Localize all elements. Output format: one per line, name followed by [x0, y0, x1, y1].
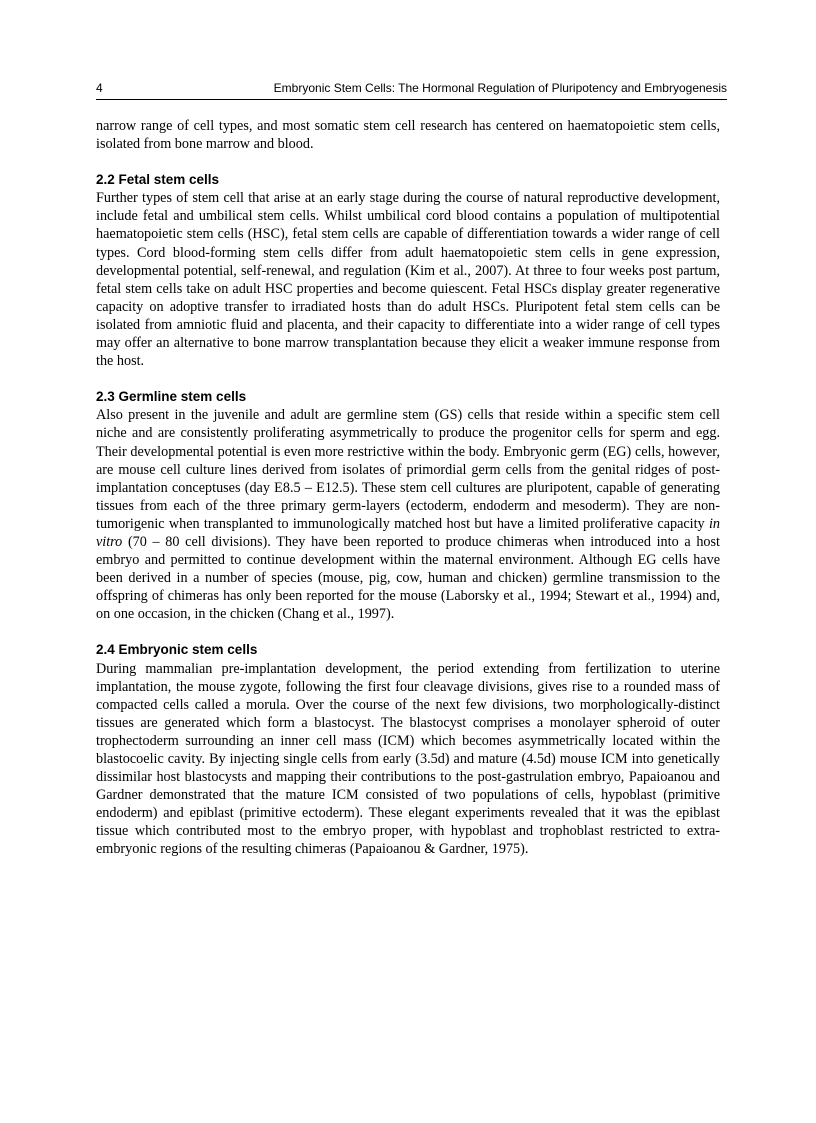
section-heading-embryonic: 2.4 Embryonic stem cells	[96, 642, 258, 658]
germline-text-after: (70 – 80 cell divisions). They have been reported to produce chimeras when introduced into a host embryo and permitted to continue development within the maternal environment. Although EG cells have been derived in a number of species (mouse, pig, cow, human and chicken) germline transmission to the offspring of chimeras has only been reported for the mouse (Laborsky et al., 1994; Stewart et al., 1994) and, on one occasion, in the chicken (Chang et al., 1997).	[96, 533, 720, 623]
section-paragraph-fetal: Further types of stem cell that arise at an early stage during the course of natural reproductive development, include fetal and umbilical stem cells. Whilst umbilical cord blood contains a population of multipotential haematopoietic stem cells (HSC), fetal stem cells are capable of differentiation towards a wider range of cell types. Cord blood-forming stem cells differ from adult haematopoietic stem cells in gene expression, developmental potential, self-renewal, and regulation (Kim et al., 2007). At three to four weeks post partum, fetal stem cells take on adult HSC properties and become quiescent. Fetal HSCs display greater regenerative capacity on adoptive transfer to irradiated hosts than do adult HSCs. Pluripotent fetal stem cells can be isolated from amniotic fluid and placenta, and their capacity to differentiate into a wider range of cell types may offer an alternative to bone marrow transplantation because they elicit a weaker immune response from the host.	[96, 190, 720, 370]
section-germline-stem-cells	[96, 388, 720, 623]
germline-text-before: Also present in the juvenile and adult are germline stem (GS) cells that reside within a specific stem cell niche and are consistently proliferating asymmetrically to produce the progenitor cells for sperm and egg. Their developmental potential is even more restrictive within the body. Embryonic germ (EG) cells, however, are mouse cell culture lines derived from isolates of primordial germ cells from the genital ridges of post-implantation conceptuses (day E8.5 – E12.5). These stem cell cultures are pluripotent, capable of generating tissues from each of the three primary germ-layers (ectoderm, endoderm and mesoderm). They are non-tumorigenic when transplanted to immunologically matched host but have a limited proliferative capacity	[96, 407, 720, 532]
section-heading-germline: 2.3 Germline stem cells	[96, 389, 247, 405]
page-number: 4	[96, 81, 103, 95]
section-paragraph-embryonic: During mammalian pre-implantation development, the period extending from fertilization to uterine implantation, the mouse zygote, following the first four cleavage divisions, gives rise to a rounded mass of compacted cells called a morula. Over the course of the next few divisions, two morphologically-distinct tissues are generated which form a blastocyst. The blastocyst comprises a monolayer spheroid of outer trophectoderm surrounding an inner cell mass (ICM) which becomes asymmetrically located within the blastocoelic cavity. By injecting single cells from early (3.5d) and mature (4.5d) mouse ICM into genetically dissimilar host blastocysts and mapping their contributions to the post-gastrulation embryo, Papaioanou and Gardner demonstrated that the mature ICM consisted of two populations of cells, hypoblast (primitive endoderm) and epiblast (primitive ectoderm). These elegant experiments revealed that it was the epiblast tissue which contributed most to the embryo proper, with hypoblast and trophoblast restricted to extra-embryonic regions of the resulting chimeras (Papaioanou & Gardner, 1975).	[96, 660, 720, 858]
body-text	[96, 117, 720, 859]
running-header	[96, 81, 727, 100]
running-title: Embryonic Stem Cells: The Hormonal Regulation of Pluripotency and Embryogenesis	[273, 81, 727, 95]
section-fetal-stem-cells	[96, 171, 720, 370]
germline-text-italic: in vitro	[96, 515, 720, 550]
section-heading-fetal: 2.2 Fetal stem cells	[96, 172, 220, 188]
section-paragraph-germline	[96, 406, 720, 623]
section-embryonic-stem-cells	[96, 641, 720, 858]
intro-paragraph: narrow range of cell types, and most somatic stem cell research has centered on haematopoietic stem cells, isolated from bone marrow and blood.	[96, 118, 720, 153]
